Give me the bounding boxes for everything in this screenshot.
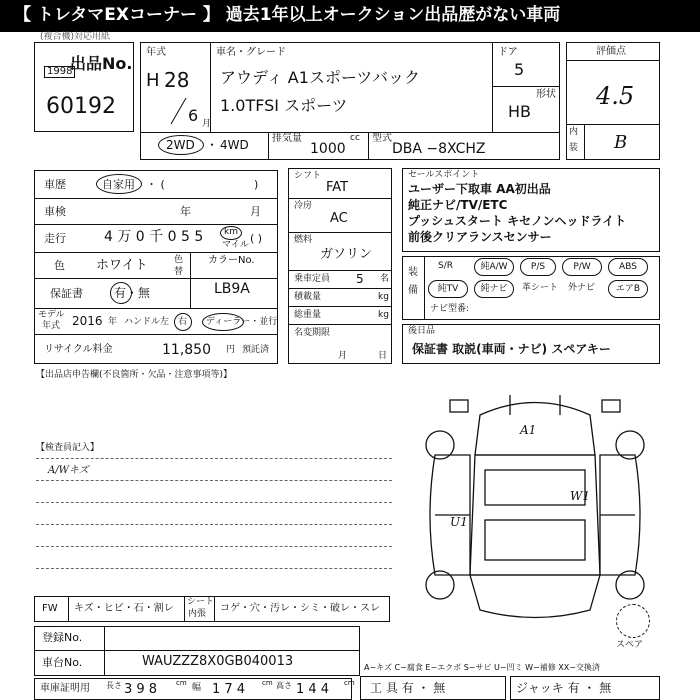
- equip-r1-1: 純A/W: [474, 258, 514, 276]
- equip-r1-2: P/S: [520, 258, 556, 276]
- sheet-subtitle: (複合機)対応用紙: [40, 32, 111, 42]
- fuel-value: ガソリン: [320, 247, 373, 262]
- drive-4wd: 4WD: [220, 138, 249, 152]
- chassis-value: WAUZZZ8X0GB040013: [142, 654, 294, 669]
- damage-legend: A−キズ C−腐食 E−エクボ S−サビ U−凹ミ W−補修 XX−交換済: [364, 663, 600, 672]
- mileage-paren: ( ): [250, 232, 263, 245]
- sales-point-1: ユーザー下取車 AA初出品: [408, 182, 551, 196]
- cert-unit-2: cm: [262, 679, 273, 687]
- doors-label: ドア: [498, 47, 518, 58]
- history-label: 車歴: [44, 178, 66, 191]
- handle-right: 右: [178, 317, 188, 327]
- inspection-label: 車検: [44, 205, 66, 218]
- cert-length: 長さ: [106, 681, 122, 690]
- year-label: 年式: [146, 47, 166, 58]
- car-diagram: [410, 385, 660, 625]
- attachments-label: 後日品: [408, 326, 436, 336]
- color-value: ホワイト: [96, 258, 148, 273]
- floor-seat2: 内張: [188, 609, 207, 619]
- history-rest: ・ (: [146, 178, 165, 191]
- inspection-year: 年: [180, 205, 191, 218]
- model-code-label: 型式: [372, 133, 392, 144]
- tools-label: 工 具 有 ・ 無: [370, 681, 446, 695]
- sales-points-label: セールスポイント: [408, 170, 480, 180]
- mileage-mile: マイル: [222, 240, 249, 250]
- model-year-label2: 年式: [42, 321, 61, 331]
- recycle-note: 預託済: [242, 345, 270, 355]
- equip-r1-4: ABS: [608, 258, 648, 276]
- color-no-value: LB9A: [214, 281, 250, 297]
- floor-seat-items: コゲ・穴・汚レ・シミ・破レ・スレ: [220, 603, 380, 614]
- equipment-label1: 装: [408, 267, 418, 278]
- capacity-unit: 名: [380, 274, 390, 284]
- shift-value: FAT: [326, 180, 349, 195]
- lot-stamp: 1998: [44, 66, 75, 78]
- load-label: 積載量: [294, 292, 322, 302]
- cert-label: 車庫証明用: [40, 683, 90, 694]
- model-year-value: 2016: [72, 314, 103, 328]
- registration-label: 登録No.: [42, 631, 83, 644]
- year-value: 28: [164, 68, 190, 92]
- recycle-value: 11,850: [162, 342, 211, 358]
- name-label: 車名・グレード: [216, 47, 286, 58]
- lot-label: 出品No.: [70, 54, 133, 73]
- shape-label: 形状: [536, 89, 556, 100]
- equipment-label2: 備: [408, 285, 418, 296]
- history-value: 自家用: [102, 178, 135, 191]
- year-era: H: [146, 70, 160, 91]
- equip-r2-2: 革シート: [522, 283, 559, 293]
- year-month-unit: 月: [202, 119, 212, 129]
- name-line1: アウディ A1スポーツバック: [220, 68, 420, 87]
- floor-fw-items: キズ・ヒビ・石・割レ: [74, 603, 174, 614]
- displacement-unit: cc: [350, 133, 360, 143]
- mileage-km: km: [224, 227, 238, 237]
- equip-r2-1: 純ナビ: [474, 280, 514, 298]
- equip-r2-0: 純TV: [428, 280, 468, 298]
- warranty-label: 保証書: [50, 287, 83, 300]
- drive-sep: ・: [206, 138, 219, 152]
- color-no-label: カラーNo.: [208, 255, 255, 266]
- floor-seat1: シート: [187, 597, 215, 607]
- mileage-label: 走行: [44, 232, 66, 245]
- cooler-label: 冷房: [294, 201, 313, 211]
- jack-label: ジャッキ 有 ・ 無: [516, 681, 612, 695]
- shape-value: HB: [508, 102, 532, 121]
- cert-width-val: 1 7 4: [212, 682, 246, 697]
- capacity-value: 5: [356, 272, 364, 286]
- gross-weight-label: 総重量: [294, 310, 322, 320]
- model-code-value: DBA −8XCHZ: [392, 141, 486, 157]
- attachments-value: 保証書 取説(車両・ナビ) スペアキー: [412, 342, 611, 356]
- sales-point-4: 前後クリアランスセンサー: [408, 230, 552, 244]
- inspector-notes-value: A/Wキズ: [48, 465, 89, 476]
- shift-label: シフト: [294, 171, 322, 181]
- color-change1: 色: [174, 255, 184, 265]
- handle-left: 左: [160, 317, 170, 327]
- cert-unit-1: cm: [176, 679, 187, 687]
- drive-2wd: 2WD: [166, 138, 195, 152]
- recycle-unit: 円: [226, 345, 236, 355]
- model-year-label1: モデル: [38, 310, 65, 320]
- name-change-unit: 月: [338, 351, 348, 361]
- name-change-label: 名変期限: [294, 328, 331, 338]
- interior-label2: 装: [569, 143, 579, 153]
- inspection-month: 月: [250, 205, 261, 218]
- handle-label: ハンドル: [124, 317, 161, 327]
- fuel-label: 燃料: [294, 235, 313, 245]
- score-value: 4.5: [596, 82, 635, 110]
- cert-height-val: 1 4 4: [296, 682, 330, 697]
- inspector-notes-label: 【検査員記入】: [36, 443, 100, 453]
- equip-r2-4: エアB: [608, 280, 648, 298]
- load-unit: kg: [378, 292, 389, 302]
- warranty-value: 有・無: [114, 286, 151, 300]
- chassis-label: 車台No.: [42, 656, 83, 669]
- displacement-value: 1000: [310, 141, 346, 157]
- recycle-label: リサイクル料金: [44, 344, 113, 355]
- equip-r1-3: P/W: [562, 258, 602, 276]
- equip-navi-label: ナビ型番:: [430, 304, 470, 314]
- floor-fw: FW: [42, 603, 58, 614]
- cert-height: 高さ: [276, 681, 292, 690]
- lot-number: 60192: [46, 94, 116, 119]
- damage-right: W1: [570, 489, 590, 503]
- sales-point-3: プッシュスタート キセノンヘッドライト: [408, 214, 627, 228]
- transmission: ディーラー・並行: [206, 317, 278, 327]
- capacity-label: 乗車定員: [294, 274, 331, 284]
- cert-width: 幅: [192, 683, 202, 693]
- equip-r1-0: S/R: [438, 261, 453, 271]
- cooler-value: AC: [330, 211, 348, 226]
- doors-value: 5: [514, 60, 525, 79]
- gross-weight-unit: kg: [378, 310, 389, 320]
- year-month: 6: [188, 106, 199, 125]
- spare-label: スペア: [616, 640, 644, 650]
- damage-left: U1: [450, 515, 468, 529]
- sales-point-2: 純正ナビ/TV/ETC: [408, 198, 508, 212]
- score-label: 評価点: [596, 46, 626, 57]
- name-change-day: 日: [378, 351, 388, 361]
- header-title: 【 トレタマEXコーナー 】 過去1年以上オークション出品歴がない車両: [14, 5, 561, 25]
- name-line2: 1.0TFSI スポーツ: [220, 96, 348, 115]
- equip-r2-3: 外ナビ: [568, 283, 596, 293]
- mileage-digits: 4 万 0 千 0 5 5: [104, 229, 204, 245]
- cert-length-val: 3 9 8: [124, 682, 158, 697]
- spare-tire-icon: [616, 604, 650, 638]
- cert-unit-3: cm: [344, 679, 355, 687]
- color-label: 色: [54, 259, 65, 272]
- interior-value: B: [614, 132, 628, 153]
- color-change2: 替: [174, 267, 184, 277]
- interior-label1: 内: [569, 127, 579, 137]
- model-year-unit: 年: [108, 317, 118, 327]
- seller-notes-label: 【出品店申告欄(不良箇所・欠品・注意事項等)】: [36, 370, 233, 380]
- displacement-label: 排気量: [272, 133, 302, 144]
- damage-hood: A1: [520, 423, 537, 437]
- history-close: ): [254, 178, 259, 191]
